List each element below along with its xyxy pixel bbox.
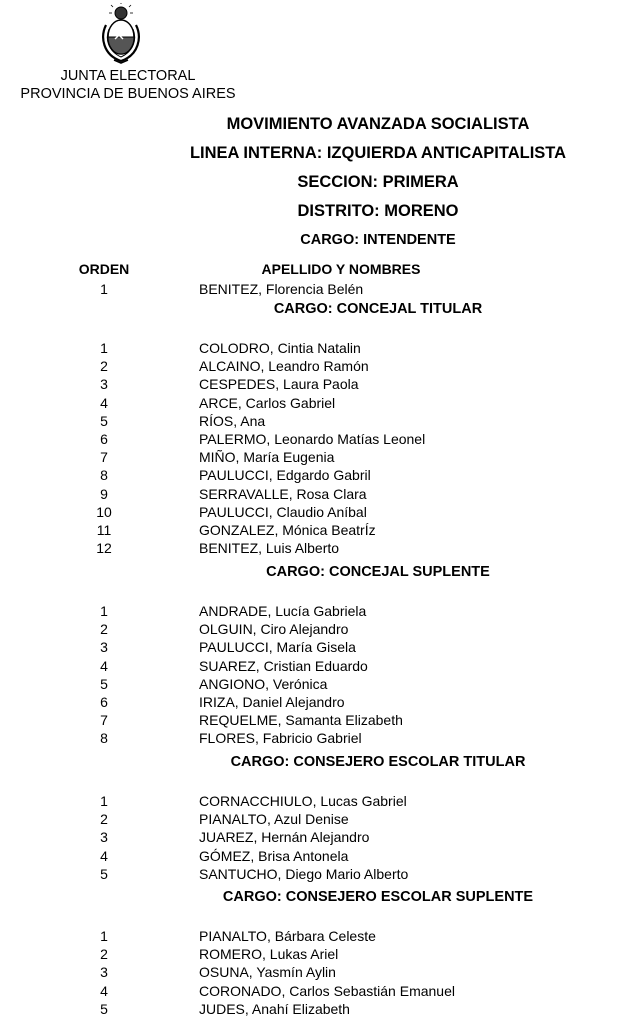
candidate-name: PAULUCCI, Claudio Aníbal	[199, 503, 367, 520]
candidate-name: IRIZA, Daniel Alejandro	[199, 694, 345, 710]
candidate-name: CESPEDES, Laura Paola	[199, 376, 359, 393]
order-number: 11	[96, 522, 112, 538]
order-number: 1	[100, 340, 108, 356]
candidate-name: REQUELME, Samanta Elizabeth	[199, 712, 403, 729]
list-item	[0, 711, 618, 729]
order-number: 7	[100, 449, 108, 466]
candidate-name: SUAREZ, Cristian Eduardo	[199, 657, 368, 674]
list-item	[0, 729, 618, 747]
list-item	[0, 357, 618, 375]
order-number: 7	[100, 712, 108, 729]
candidate-name: ANGIONO, Verónica	[199, 675, 328, 692]
candidate-name: PALERMO, Leonardo Matías Leonel	[199, 431, 426, 447]
list-item	[0, 430, 618, 448]
candidate-name: FLORES, Fabricio Gabriel	[199, 730, 362, 747]
candidate-name: BENITEZ, Florencia Belén	[199, 281, 364, 297]
order-number: 3	[100, 639, 108, 656]
order-number: 5	[100, 1000, 108, 1017]
column-header-order: ORDEN	[78, 261, 130, 277]
order-number: 1	[100, 793, 108, 809]
candidate-name: GÓMEZ, Brisa Antonela	[199, 847, 349, 864]
order-number: 6	[100, 431, 108, 447]
candidate-name: MIÑO, María Eugenia	[199, 449, 335, 466]
order-number: 4	[100, 394, 108, 411]
list-item	[0, 638, 618, 656]
order-number: 4	[100, 982, 108, 999]
list-item	[0, 466, 618, 484]
candidate-name: PIANALTO, Azul Denise	[199, 811, 349, 828]
cargo-title: CARGO: CONCEJAL SUPLENTE	[266, 564, 490, 580]
list-item	[0, 675, 618, 693]
list-item	[0, 865, 618, 883]
order-number: 3	[100, 376, 108, 393]
candidate-name: JUDES, Anahí Elizabeth	[199, 1000, 350, 1017]
list-item	[0, 982, 618, 1000]
list-item	[0, 280, 618, 298]
cargo-title: CARGO: INTENDENTE	[300, 232, 456, 248]
candidate-name: ALCAINO, Leandro Ramón	[199, 358, 369, 375]
list-item	[0, 394, 618, 412]
order-number: 1	[100, 281, 108, 297]
candidate-name: COLODRO, Cintia Natalin	[199, 340, 361, 356]
section: SECCION: PRIMERA	[297, 173, 459, 191]
list-item	[0, 693, 618, 711]
list-item	[0, 963, 618, 981]
candidate-name: CORNACCHIULO, Lucas Gabriel	[199, 793, 407, 809]
coat-of-arms-icon	[100, 3, 142, 65]
institution-line2: PROVINCIA DE BUENOS AIRES	[20, 86, 236, 102]
order-number: 5	[100, 412, 108, 429]
candidate-name: PAULUCCI, María Gisela	[199, 639, 356, 656]
order-number: 5	[100, 865, 108, 882]
order-number: 6	[100, 694, 108, 710]
list-item	[0, 810, 618, 828]
order-number: 4	[100, 847, 108, 864]
district: DISTRITO: MORENO	[297, 202, 459, 220]
candidate-name: PAULUCCI, Edgardo Gabril	[199, 467, 371, 484]
candidate-name: BENITEZ, Luis Alberto	[199, 540, 340, 557]
list-item	[0, 485, 618, 503]
list-item	[0, 620, 618, 638]
list-item	[0, 828, 618, 846]
candidate-name: PIANALTO, Bárbara Celeste	[199, 928, 376, 944]
order-number: 5	[100, 675, 108, 692]
internal-line: LINEA INTERNA: IZQUIERDA ANTICAPITALISTA	[189, 144, 567, 162]
order-number: 2	[100, 946, 108, 963]
order-number: 10	[96, 503, 112, 520]
order-number: 3	[100, 829, 108, 846]
candidate-name: SANTUCHO, Diego Mario Alberto	[199, 865, 409, 882]
list-item	[0, 339, 618, 357]
order-number: 4	[100, 657, 108, 674]
candidate-name: ANDRADE, Lucía Gabriela	[199, 603, 367, 619]
order-number: 2	[100, 621, 108, 638]
candidate-name: OSUNA, Yasmín Aylin	[199, 964, 336, 981]
order-number: 2	[100, 811, 108, 828]
order-number: 8	[100, 730, 108, 747]
order-number: 8	[100, 467, 108, 484]
candidate-name: GONZALEZ, Mónica BeatrÍz	[199, 522, 376, 538]
list-item	[0, 792, 618, 810]
list-item	[0, 657, 618, 675]
column-header-names: APELLIDO Y NOMBRES	[261, 261, 421, 277]
order-number: 3	[100, 964, 108, 981]
list-item	[0, 503, 618, 521]
list-item	[0, 412, 618, 430]
list-item	[0, 945, 618, 963]
list-item	[0, 847, 618, 865]
list-item	[0, 539, 618, 557]
order-number: 1	[100, 603, 108, 619]
order-number: 9	[100, 485, 108, 502]
list-item	[0, 1000, 618, 1018]
order-number: 12	[96, 540, 112, 557]
candidate-name: JUAREZ, Hernán Alejandro	[199, 829, 370, 846]
candidate-name: RÍOS, Ana	[199, 412, 266, 429]
party-name: MOVIMIENTO AVANZADA SOCIALISTA	[226, 115, 530, 133]
cargo-title: CARGO: CONCEJAL TITULAR	[273, 301, 483, 317]
candidate-name: ROMERO, Lukas Ariel	[199, 946, 339, 963]
list-item	[0, 375, 618, 393]
list-item	[0, 521, 618, 539]
list-item	[0, 448, 618, 466]
cargo-title: CARGO: CONSEJERO ESCOLAR TITULAR	[230, 754, 526, 770]
list-item	[0, 927, 618, 945]
candidate-name: CORONADO, Carlos Sebastián Emanuel	[199, 982, 455, 999]
candidate-name: OLGUIN, Ciro Alejandro	[199, 621, 349, 638]
list-item	[0, 602, 618, 620]
cargo-title: CARGO: CONSEJERO ESCOLAR SUPLENTE	[222, 889, 534, 905]
order-number: 1	[100, 928, 108, 944]
order-number: 2	[100, 358, 108, 375]
candidate-name: ARCE, Carlos Gabriel	[199, 394, 336, 411]
institution-line1: JUNTA ELECTORAL	[60, 68, 196, 84]
candidate-name: SERRAVALLE, Rosa Clara	[199, 485, 367, 502]
